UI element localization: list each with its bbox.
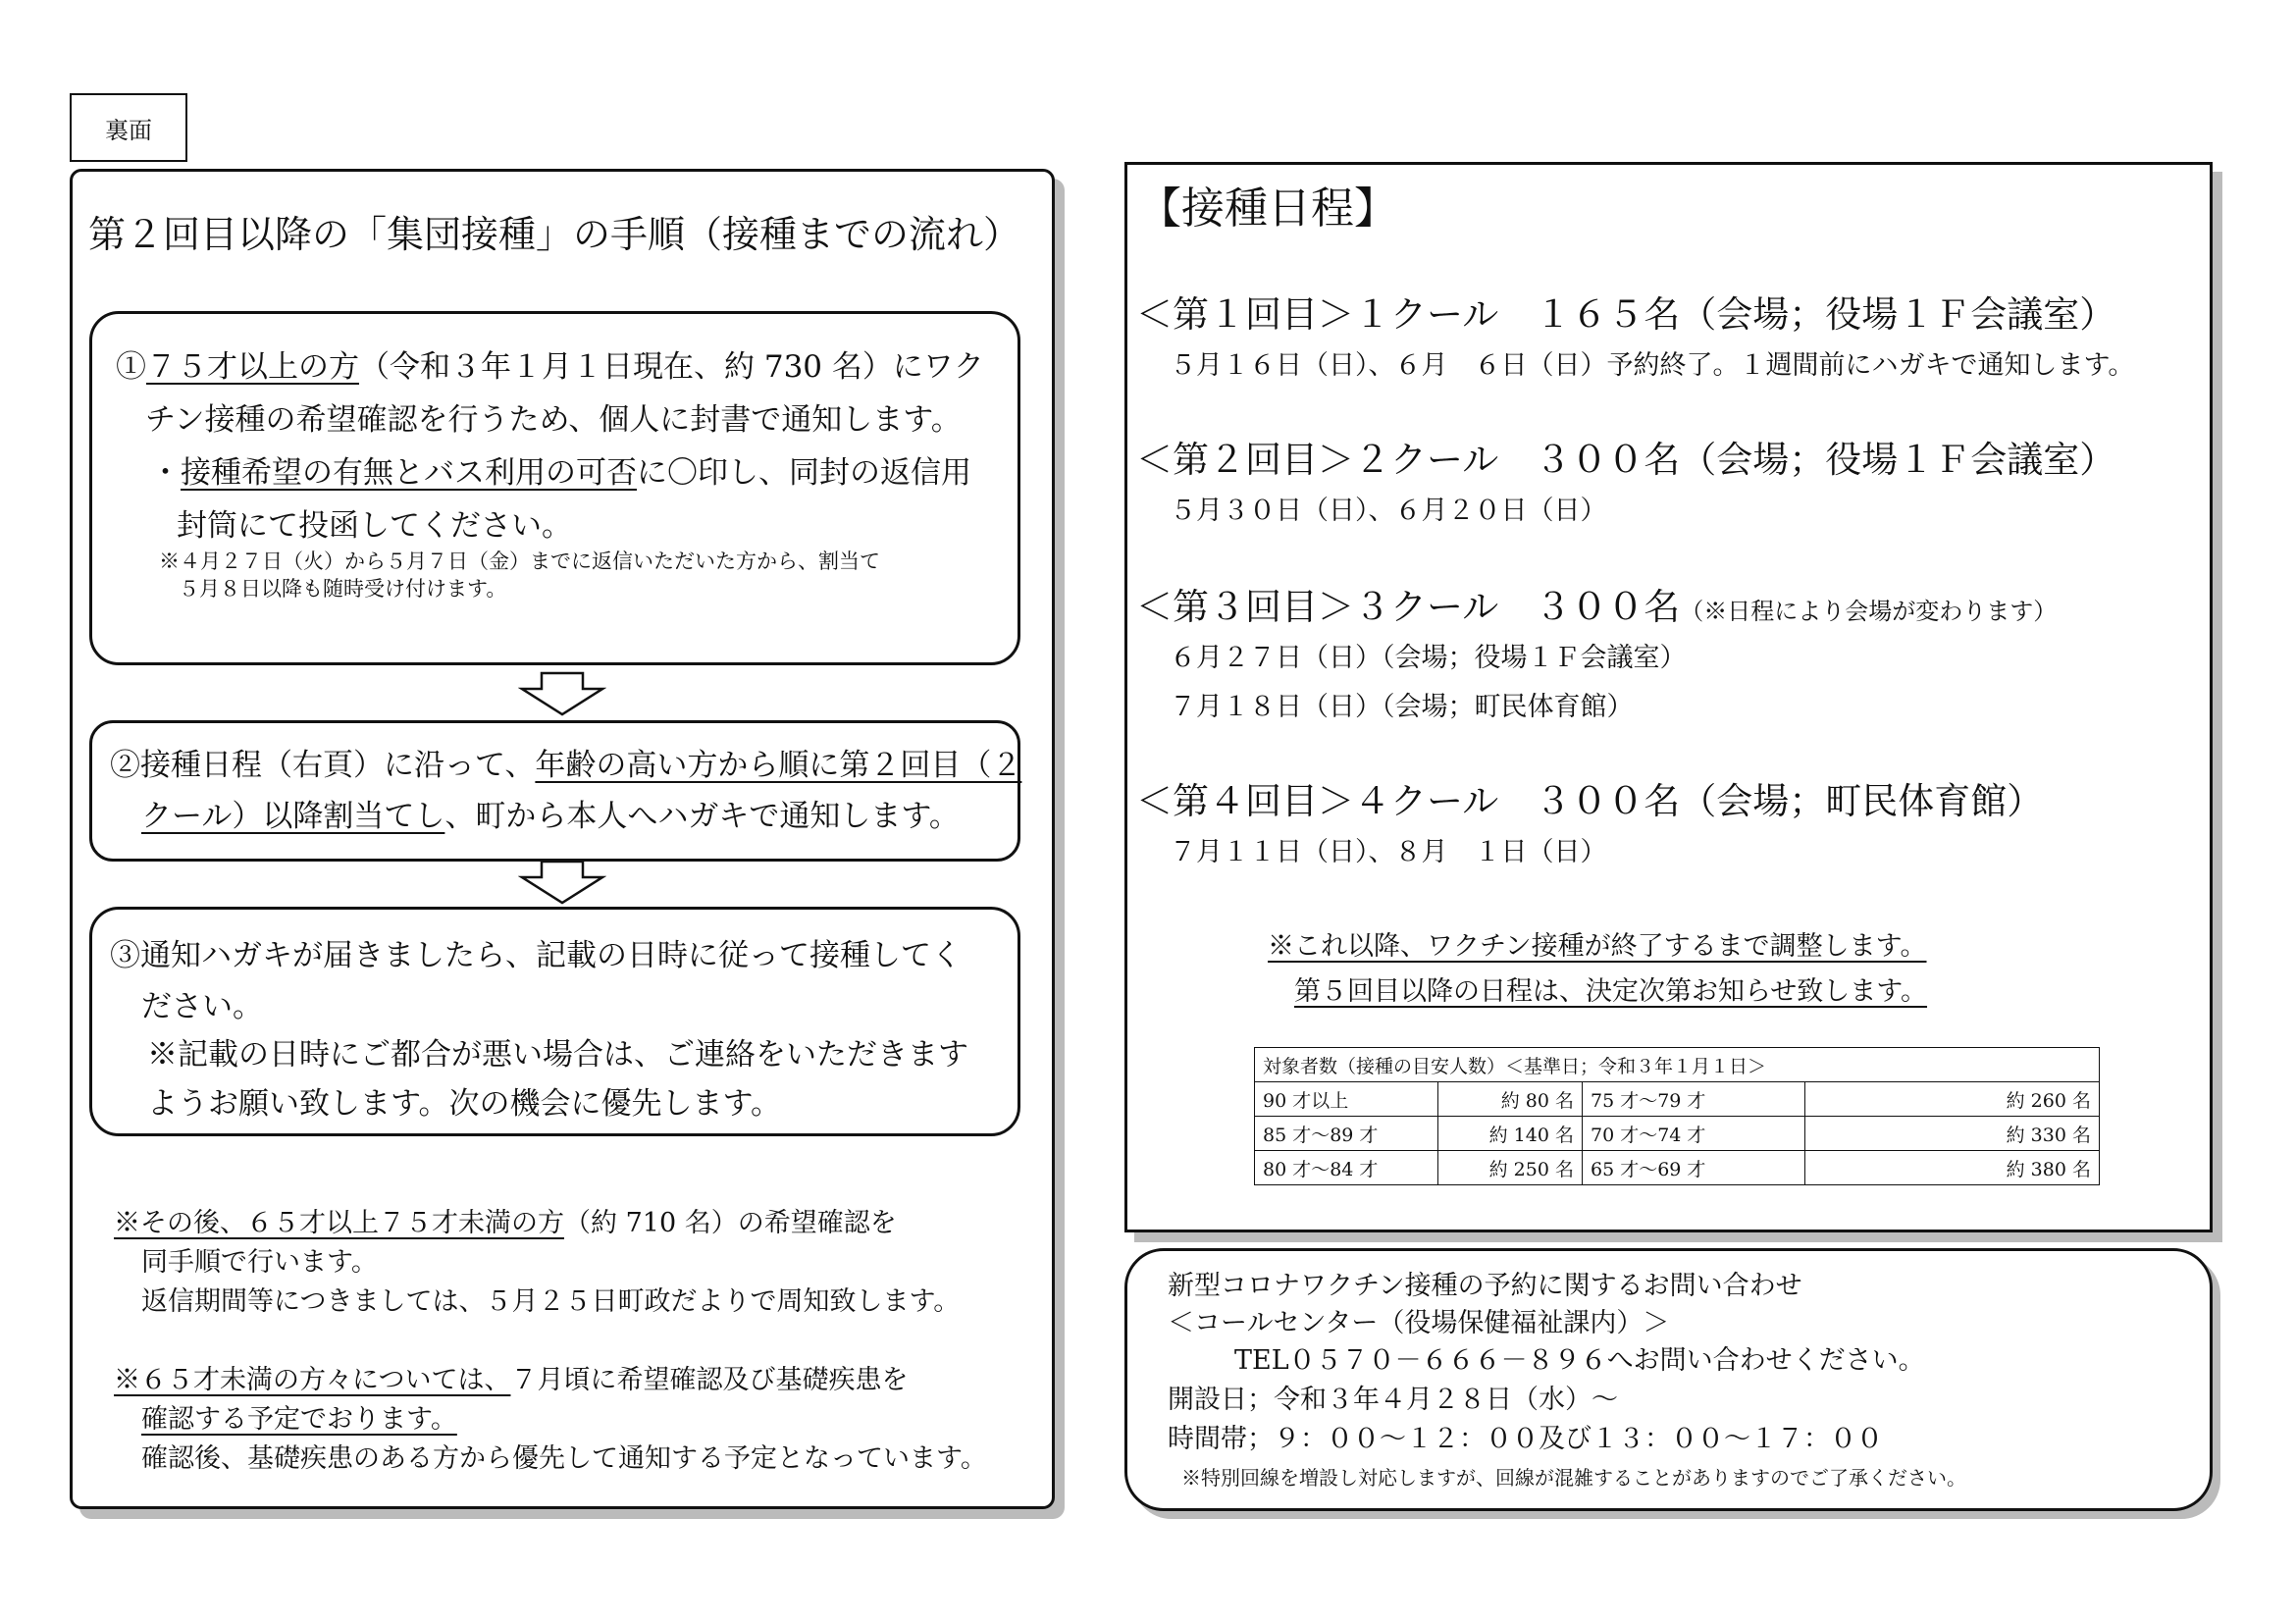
table-cell: 70 才～74 才 xyxy=(1583,1117,1805,1151)
step1-note2: ５月８日以降も随時受け付けます。 xyxy=(179,577,507,601)
round3-date1: ６月２７日（日）（会場；役場１Ｆ会議室） xyxy=(1170,643,1687,673)
adjust-note-line1: ※これ以降、ワクチン接種が終了するまで調整します。 xyxy=(1268,931,1927,962)
step1-line4: 封筒にて投函してください。 xyxy=(177,508,572,544)
step1-line2: チン接種の希望確認を行うため、個人に封書で通知します。 xyxy=(145,402,962,438)
step3-line2: ださい。 xyxy=(141,989,263,1024)
round3-note: （※日程により会場が変わります） xyxy=(1680,598,2058,625)
table-cell: 約 330 名 xyxy=(1805,1117,2100,1151)
note-a-underlined: ※その後、６５才以上７５才未満の方 xyxy=(114,1208,564,1238)
schedule-title: 【接種日程】 xyxy=(1138,183,1397,234)
note-b-line1-rest: ７月頃に希望確認及び基礎疾患を xyxy=(510,1365,909,1395)
step1-line3-underlined: 接種希望の有無とバス利用の可否 xyxy=(181,455,637,491)
page-tag-label: 裏面 xyxy=(105,116,152,144)
round2-heading: ＜第２回目＞２クール ３００名（会場；役場１Ｆ会議室） xyxy=(1136,439,2116,481)
table-cell: 90 才以上 xyxy=(1255,1082,1438,1117)
table-cell: 75 才～79 才 xyxy=(1583,1082,1805,1117)
step3-line1: ③通知ハガキが届きましたら、記載の日時に従って接種してく xyxy=(110,938,962,973)
note-a-line3: 返信期間等につきましては、５月２５日町政だよりで周知致します。 xyxy=(141,1286,961,1317)
table-cell: 約 80 名 xyxy=(1438,1082,1583,1117)
step2-line1-a: ②接種日程（右頁）に沿って、 xyxy=(110,748,536,783)
step1-line3-rest: に〇印し、同封の返信用 xyxy=(637,455,971,491)
contact-open-date: 開設日；令和３年４月２８日（水）～ xyxy=(1168,1385,1618,1415)
contact-note: ※特別回線を増設し対応しますが、回線が混雑することがありますのでご了承ください。 xyxy=(1181,1466,1966,1490)
round4-heading: ＜第４回目＞４クール ３００名（会場；町民体育館） xyxy=(1136,780,2044,822)
note-b-line2-underlined: 確認する予定でおります。 xyxy=(141,1404,457,1435)
step3-line4: ようお願い致します。次の機会に優先します。 xyxy=(147,1086,782,1122)
round3-heading-text: ＜第３回目＞３クール ３００名 xyxy=(1136,586,1681,628)
note-b-line2 xyxy=(141,1397,457,1436)
step2-line2-rest: 、町から本人へハガキで通知します。 xyxy=(444,799,960,834)
table-cell: 80 才～84 才 xyxy=(1255,1151,1438,1185)
table-row xyxy=(1255,1117,2100,1151)
note-a-line1-rest: （約 710 名）の希望確認を xyxy=(564,1208,897,1238)
note-b-line1 xyxy=(114,1358,908,1396)
table-header-row xyxy=(1255,1048,2100,1082)
step1-line1-rest: （令和３年１月１日現在、約 730 名）にワク xyxy=(359,349,984,385)
step1-target: ７５才以上の方 xyxy=(146,349,359,385)
round1-dates: ５月１６日（日）、６月 ６日（日）予約終了。１週間前にハガキで通知します。 xyxy=(1170,350,2135,381)
note-b-line3: 確認後、基礎疾患のある方から優先して通知する予定となっています。 xyxy=(141,1443,987,1474)
contact-line1: 新型コロナワクチン接種の予約に関するお問い合わせ xyxy=(1168,1271,1802,1301)
down-arrow-icon xyxy=(518,860,606,905)
table-header: 対象者数（接種の目安人数）＜基準日；令和３年１月１日＞ xyxy=(1255,1048,2100,1082)
table-cell: 65 才～69 才 xyxy=(1583,1151,1805,1185)
left-panel-title: 第２回目以降の「集団接種」の手順（接種までの流れ） xyxy=(88,213,1021,256)
contact-hours: 時間帯；９：００～１２：００及び１３：００～１７：００ xyxy=(1168,1424,1883,1454)
round3-heading xyxy=(1136,577,2057,630)
table-cell: 約 140 名 xyxy=(1438,1117,1583,1151)
step2-line2-underlined: クール）以降割当てし xyxy=(141,799,445,834)
table-cell: 約 380 名 xyxy=(1805,1151,2100,1185)
round2-dates: ５月３０日（日）、６月２０日（日） xyxy=(1170,496,1607,526)
step1-line1 xyxy=(116,341,984,386)
round3-date2: ７月１８日（日）（会場；町民体育館） xyxy=(1170,692,1634,722)
contact-line2: ＜コールセンター（役場保健福祉課内）＞ xyxy=(1168,1308,1670,1338)
table-cell: 約 260 名 xyxy=(1805,1082,2100,1117)
note-a-line1 xyxy=(114,1201,897,1239)
table-cell: 約 250 名 xyxy=(1438,1151,1583,1185)
table-row xyxy=(1255,1151,2100,1185)
table-row xyxy=(1255,1082,2100,1117)
adjust-note-line2: 第５回目以降の日程は、決定次第お知らせ致します。 xyxy=(1294,976,1928,1007)
note-a-line2: 同手順で行います。 xyxy=(141,1247,378,1278)
step1-number: ① xyxy=(116,349,146,385)
note-b-underlined: ※６５才未満の方々については、 xyxy=(114,1365,511,1395)
step2-line2 xyxy=(141,791,960,835)
contact-phone: TEL０５７０－６６６－８９６へお問い合わせください。 xyxy=(1234,1345,1925,1376)
step3-line3: ※記載の日時にご都合が悪い場合は、ご連絡をいただきます xyxy=(147,1037,968,1073)
target-count-table xyxy=(1254,1047,2100,1185)
step2-line1-underlined: 年齢の高い方から順に第２回目（２ xyxy=(535,748,1022,783)
table-cell: 85 才～89 才 xyxy=(1255,1117,1438,1151)
step2-line1 xyxy=(110,740,1021,784)
page-tag xyxy=(70,93,187,162)
step1-line3 xyxy=(150,447,971,492)
step1-note1: ※４月２７日（火）から５月７日（金）までに返信いただいた方から、割当て xyxy=(159,550,880,573)
round4-dates: ７月１１日（日）、８月 １日（日） xyxy=(1170,837,1607,867)
step1-bullet: ・ xyxy=(150,455,181,491)
down-arrow-icon xyxy=(518,671,606,716)
round1-heading: ＜第１回目＞１クール １６５名（会場；役場１Ｆ会議室） xyxy=(1136,293,2116,336)
